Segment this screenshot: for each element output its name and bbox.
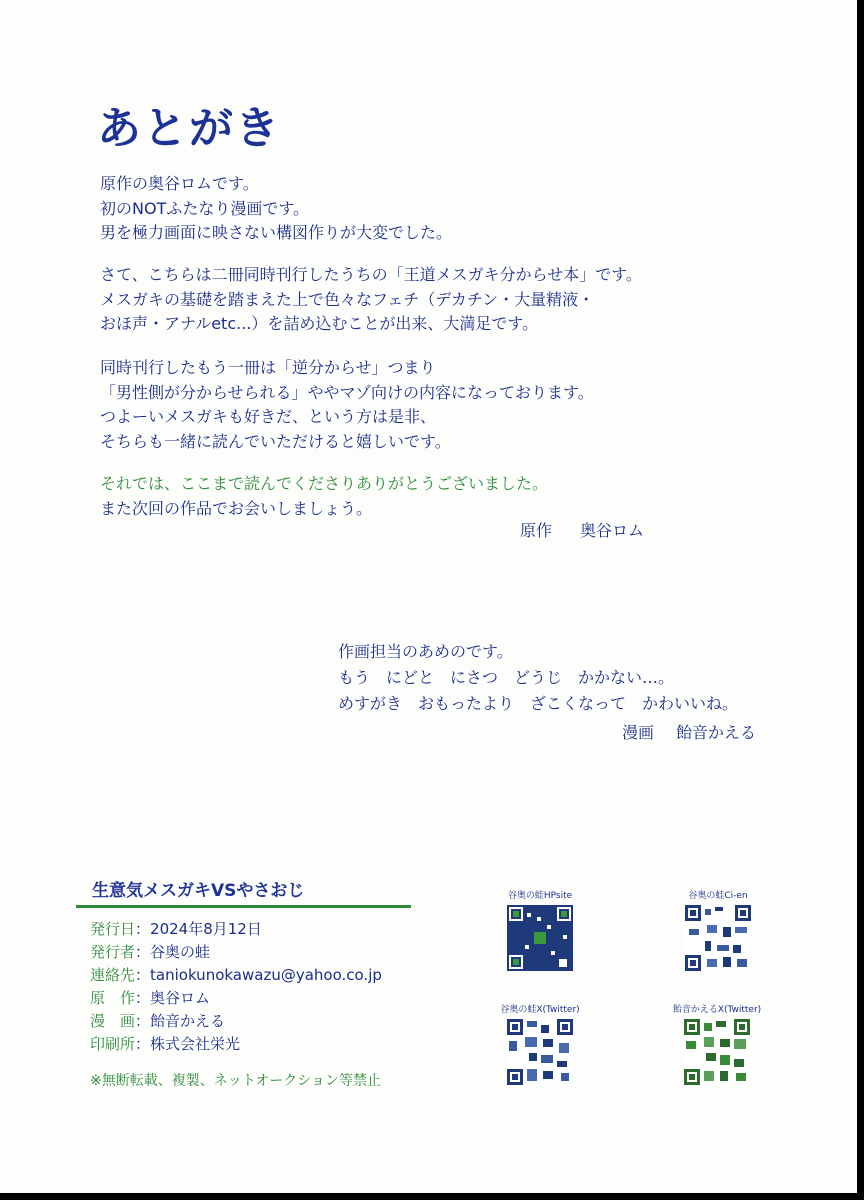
colophon-value: 2024年8月12日 (150, 920, 262, 938)
qr-x-twitter-artist (655, 1002, 779, 1085)
colophon-book-title: 生意気メスガキVSやさおじ (92, 881, 305, 901)
text-line: 同時刊行したもう一冊は「逆分からせ」つまり (100, 358, 436, 377)
artist-signature (622, 720, 756, 743)
qr-label: 谷奥の蛙X(Twitter) (500, 1005, 580, 1015)
author-paragraph-4 (100, 472, 548, 521)
text-line: 「男性側が分からせられる」ややマゾ向けの内容になっております。 (100, 382, 594, 402)
author-paragraph-2 (100, 263, 642, 337)
colophon-key: 発行者 (90, 943, 136, 961)
colophon-value: 谷奥の蛙 (150, 943, 211, 961)
colophon-table (90, 918, 382, 1056)
artist-note (338, 639, 738, 717)
colophon-row: 発行者：谷奥の蛙 (90, 943, 211, 961)
qr-label: 飴音かえるX(Twitter) (672, 1005, 762, 1015)
text-line: もう にどと にさつ どうじ かかない…。 (338, 668, 675, 687)
signature-name: 飴音かえる (676, 723, 757, 742)
colophon-divider (76, 905, 411, 908)
text-line: つよーいメスガキも好きだ、という方は是非、 (100, 407, 437, 426)
qr-code-icon (507, 1019, 573, 1085)
text-line: また次回の作品でお会いしましょう。 (100, 498, 373, 518)
signature-role: 漫画 (622, 723, 655, 742)
qr-hp-site (495, 888, 585, 971)
colophon-row: 漫 画：飴音かえる (90, 1012, 226, 1030)
qr-code-icon (507, 905, 573, 971)
colophon-value: 飴音かえる (150, 1012, 226, 1030)
colophon-row: 連絡先：taniokunokawazu@yahoo.co.jp (90, 966, 382, 984)
qr-code-icon (684, 1019, 750, 1085)
text-line: 原作の奥谷ロムです。 (100, 174, 259, 193)
colophon-key: 連絡先 (90, 966, 136, 984)
colophon-value: 奥谷ロム (150, 989, 211, 1007)
text-line: めすがき おもったより ざこくなって かわいいね。 (338, 694, 739, 713)
colophon-key: 漫 画 (90, 1012, 136, 1030)
signature-name: 奥谷ロム (580, 521, 645, 540)
signature-role: 原作 (520, 521, 553, 540)
qr-label: 谷奥の蛙HPsite (507, 891, 573, 901)
page-title: あとがき (97, 103, 281, 154)
author-paragraph-3 (100, 356, 594, 454)
colophon-row: 原 作：奥谷ロム (90, 989, 211, 1007)
reprint-notice: ※無断転載、複製、ネットオークション等禁止 (90, 1073, 382, 1089)
colophon-key: 印刷所 (90, 1035, 136, 1053)
text-line: それでは、ここまで読んでくださりありがとうございました。 (100, 474, 549, 493)
text-line: そちらも一緒に読んでいただけると嬉しいです。 (100, 431, 451, 451)
author-signature (520, 518, 644, 541)
text-line: さて、こちらは二冊同時刊行したうちの「王道メスガキ分からせ本」です。 (100, 265, 642, 284)
text-line: 男を極力画面に映さない構図作りが大変でした。 (100, 223, 453, 242)
text-line: メスガキの基礎を踏まえた上で色々なフェチ（デカチン・大量精液・ (100, 289, 595, 309)
text-line: 初のNOTふたなり漫画です。 (100, 198, 310, 218)
qr-code-icon (685, 905, 751, 971)
text-line: 作画担当のあめのです。 (338, 642, 513, 661)
author-paragraph-1 (100, 172, 452, 246)
qr-ci-en (673, 888, 763, 971)
text-line: おほ声・アナルetc...）を詰め込むことが出来、大満足です。 (100, 314, 539, 333)
colophon-value: 株式会社栄光 (150, 1035, 241, 1053)
colophon-key: 発行日 (90, 920, 136, 938)
qr-x-twitter-circle (490, 1002, 590, 1085)
colophon-row: 発行日：2024年8月12日 (90, 920, 262, 938)
colophon-row: 印刷所：株式会社栄光 (90, 1035, 241, 1053)
contact-email: taniokunokawazu@yahoo.co.jp (150, 966, 382, 984)
colophon-key: 原 作 (90, 989, 136, 1007)
qr-label: 谷奥の蛙Ci-en (688, 891, 748, 901)
